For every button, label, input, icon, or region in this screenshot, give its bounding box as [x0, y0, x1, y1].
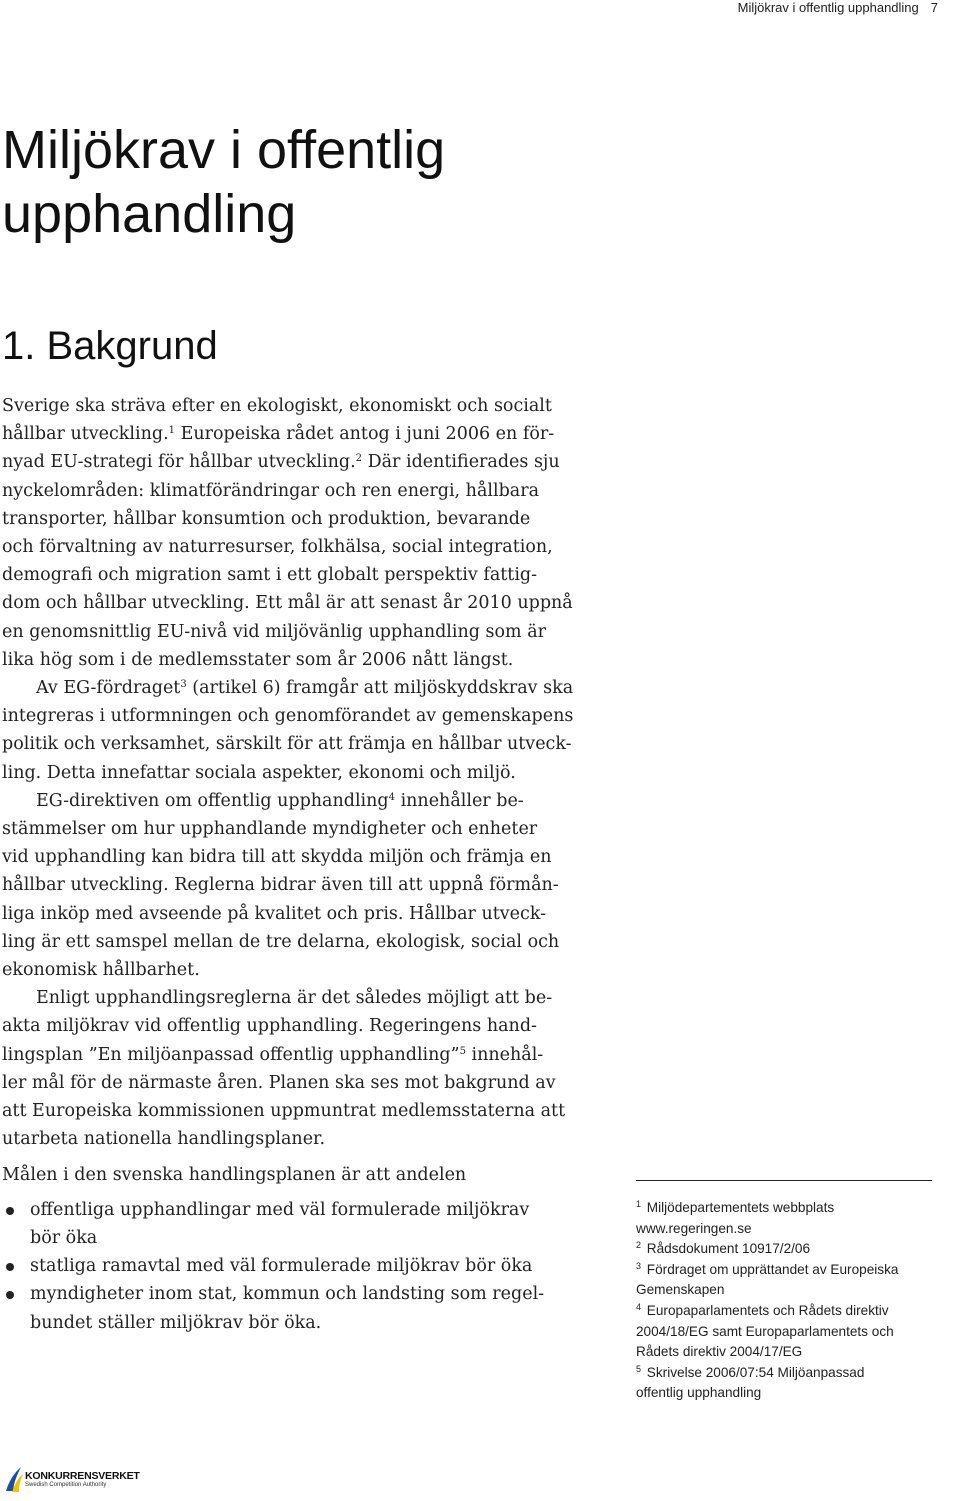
text-run: lingsplan ”En miljöanpassad offentlig upphandling” [2, 1044, 460, 1065]
text-line: utarbeta nationella handlingsplaner. [2, 1129, 326, 1150]
footnote-ref-4: 4 [388, 791, 395, 803]
list-intro [2, 1161, 602, 1189]
text-line [636, 1363, 936, 1384]
text-line [636, 1198, 936, 1219]
text-line [2, 787, 602, 815]
text-line [2, 448, 602, 476]
text-line: bör öka [30, 1227, 98, 1248]
text-run: Av EG-fördraget [36, 678, 181, 699]
footnote-1 [636, 1198, 936, 1239]
section-heading: 1. Bakgrund [2, 324, 218, 368]
list-item [2, 1196, 602, 1252]
text-line: ekonomisk hållbarhet. [2, 960, 200, 981]
text-line: att Europeiska kommissionen uppmuntrat medlemsstaterna att [2, 1101, 566, 1122]
text-line: nyckelområden: klimatförändringar och ren energi, hållbara [2, 480, 540, 501]
text-line [2, 674, 602, 702]
footnote-number: 4 [636, 1301, 642, 1312]
footnote-number: 1 [636, 1199, 642, 1209]
text-line [2, 420, 602, 448]
text-line: www.regeringen.se [636, 1220, 752, 1236]
text-run: Miljödepartementets webbplats [646, 1200, 835, 1215]
text-run: Rådsdokument 10917/2/06 [646, 1241, 811, 1257]
paragraph-2 [2, 674, 602, 787]
page-title-line-1: Miljökrav i offentlig [2, 120, 446, 180]
footnote-4 [636, 1301, 936, 1363]
text-line: ling. Detta innefattar sociala aspekter, ekonomi och miljö. [2, 762, 516, 783]
konkurrensverket-logo [4, 1464, 144, 1494]
text-run: Där identifierades sju [362, 452, 560, 473]
page-title [2, 118, 445, 246]
text-line: Sverige ska sträva efter en ekologiskt, ekonomiskt och socialt [2, 396, 552, 416]
text-line: ler mål för de närmaste åren. Planen ska ses mot bakgrund av [2, 1072, 556, 1093]
footnote-2 [636, 1239, 936, 1260]
paragraph-1 [2, 392, 602, 674]
text-line: akta miljökrav vid offentlig upphandling. Regeringens hand- [2, 1016, 537, 1037]
text-run: nyad EU-strategi för hållbar utveckling. [2, 452, 356, 473]
page-number: 7 [930, 0, 938, 15]
footnote-divider [636, 1180, 932, 1181]
list-item [2, 1252, 602, 1280]
footnotes [636, 1198, 936, 1404]
text-line [2, 1041, 602, 1069]
text-run: innehåller be- [395, 790, 524, 811]
text-run: Europaparlamentets och Rådets direktiv [646, 1302, 889, 1318]
text-line: vid upphandling kan bidra till att skydda miljön och främja en [2, 847, 552, 868]
text-line: hållbar utveckling. Reglerna bidrar även till att uppnå förmån- [2, 875, 559, 896]
text-line: 2004/18/EG samt Europaparlamentets och [636, 1323, 894, 1339]
footnote-number: 3 [636, 1260, 642, 1271]
text-run: Europeiska rådet antog i juni 2006 en för- [175, 424, 555, 445]
footnote-number: 2 [636, 1240, 642, 1251]
footnote-ref-3: 3 [180, 679, 187, 691]
text-line: lika hög som i de medlemsstater som år 2006 nått längst. [2, 649, 514, 670]
paragraph-4 [2, 984, 602, 1153]
logo-subtitle: Swedish Competition Authority [25, 1482, 107, 1488]
text-line: offentliga upphandlingar med väl formulerade miljökrav [30, 1199, 530, 1220]
running-header [738, 0, 938, 15]
text-line: transporter, hållbar konsumtion och produktion, bevarande [2, 508, 531, 529]
text-line: en genomsnittlig EU-nivå vid miljövänlig upphandling som är [2, 621, 547, 642]
list-item [2, 1280, 602, 1336]
text-line: och förvaltning av naturresurser, folkhälsa, social integration, [2, 537, 553, 558]
text-line: dom och hållbar utveckling. Ett mål är att senast år 2010 uppnå [2, 593, 573, 614]
body-text [2, 392, 602, 1337]
page-title-line-2: upphandling [2, 184, 297, 244]
logo-mark-icon [4, 1464, 24, 1494]
text-line: myndigheter inom stat, kommun och landsting som regel- [30, 1284, 545, 1305]
text-run: Fördraget om upprättandet av Europeiska [646, 1261, 899, 1277]
text-line [636, 1260, 936, 1281]
text-line: integreras i utformningen och genomförandet av gemenskapens [2, 706, 574, 727]
text-line [636, 1239, 936, 1260]
text-line: bundet ställer miljökrav bör öka. [30, 1312, 322, 1333]
text-run: Skrivelse 2006/07:54 Miljöanpassad [646, 1364, 865, 1380]
logo-name: KONKURRENSVERKET [25, 1470, 140, 1482]
text-run: innehål- [465, 1044, 544, 1065]
text-line: politik och verksamhet, särskilt för att främja en hållbar utveck- [2, 734, 572, 755]
goal-list [2, 1196, 602, 1337]
text-run: hållbar utveckling. [2, 424, 169, 445]
text-line: offentlig upphandling [636, 1385, 762, 1401]
text-line: liga inköp med avseende på kvalitet och pris. Hållbar utveck- [2, 903, 547, 924]
footnote-number: 5 [636, 1363, 642, 1374]
text-run: EG-direktiven om offentlig upphandling [36, 790, 389, 811]
paragraph-3 [2, 787, 602, 984]
text-line: Rådets direktiv 2004/17/EG [636, 1344, 803, 1360]
text-line: Enligt upphandlingsreglerna är det således möjligt att be- [36, 988, 553, 1009]
text-line [636, 1301, 936, 1322]
text-line: demografi och migration samt i ett globalt perspektiv fattig- [2, 565, 538, 586]
footnote-ref-2: 2 [355, 453, 363, 465]
text-line: Målen i den svenska handlingsplanen är att andelen [2, 1165, 467, 1186]
text-line: ling är ett samspel mellan de tre delarna, ekologisk, social och [2, 931, 560, 952]
text-line: stämmelser om hur upphandlande myndigheter och enheter [2, 819, 538, 840]
footnote-3 [636, 1260, 936, 1301]
footnote-ref-1: 1 [168, 425, 176, 437]
footnote-ref-5: 5 [459, 1045, 466, 1057]
footnote-5 [636, 1363, 936, 1404]
text-run: (artikel 6) framgår att miljöskyddskrav ska [186, 678, 574, 699]
text-line: statliga ramavtal med väl formulerade miljökrav bör öka [30, 1256, 533, 1277]
text-line: Gemenskapen [636, 1282, 725, 1298]
running-header-title: Miljökrav i offentlig upphandling [737, 0, 919, 15]
